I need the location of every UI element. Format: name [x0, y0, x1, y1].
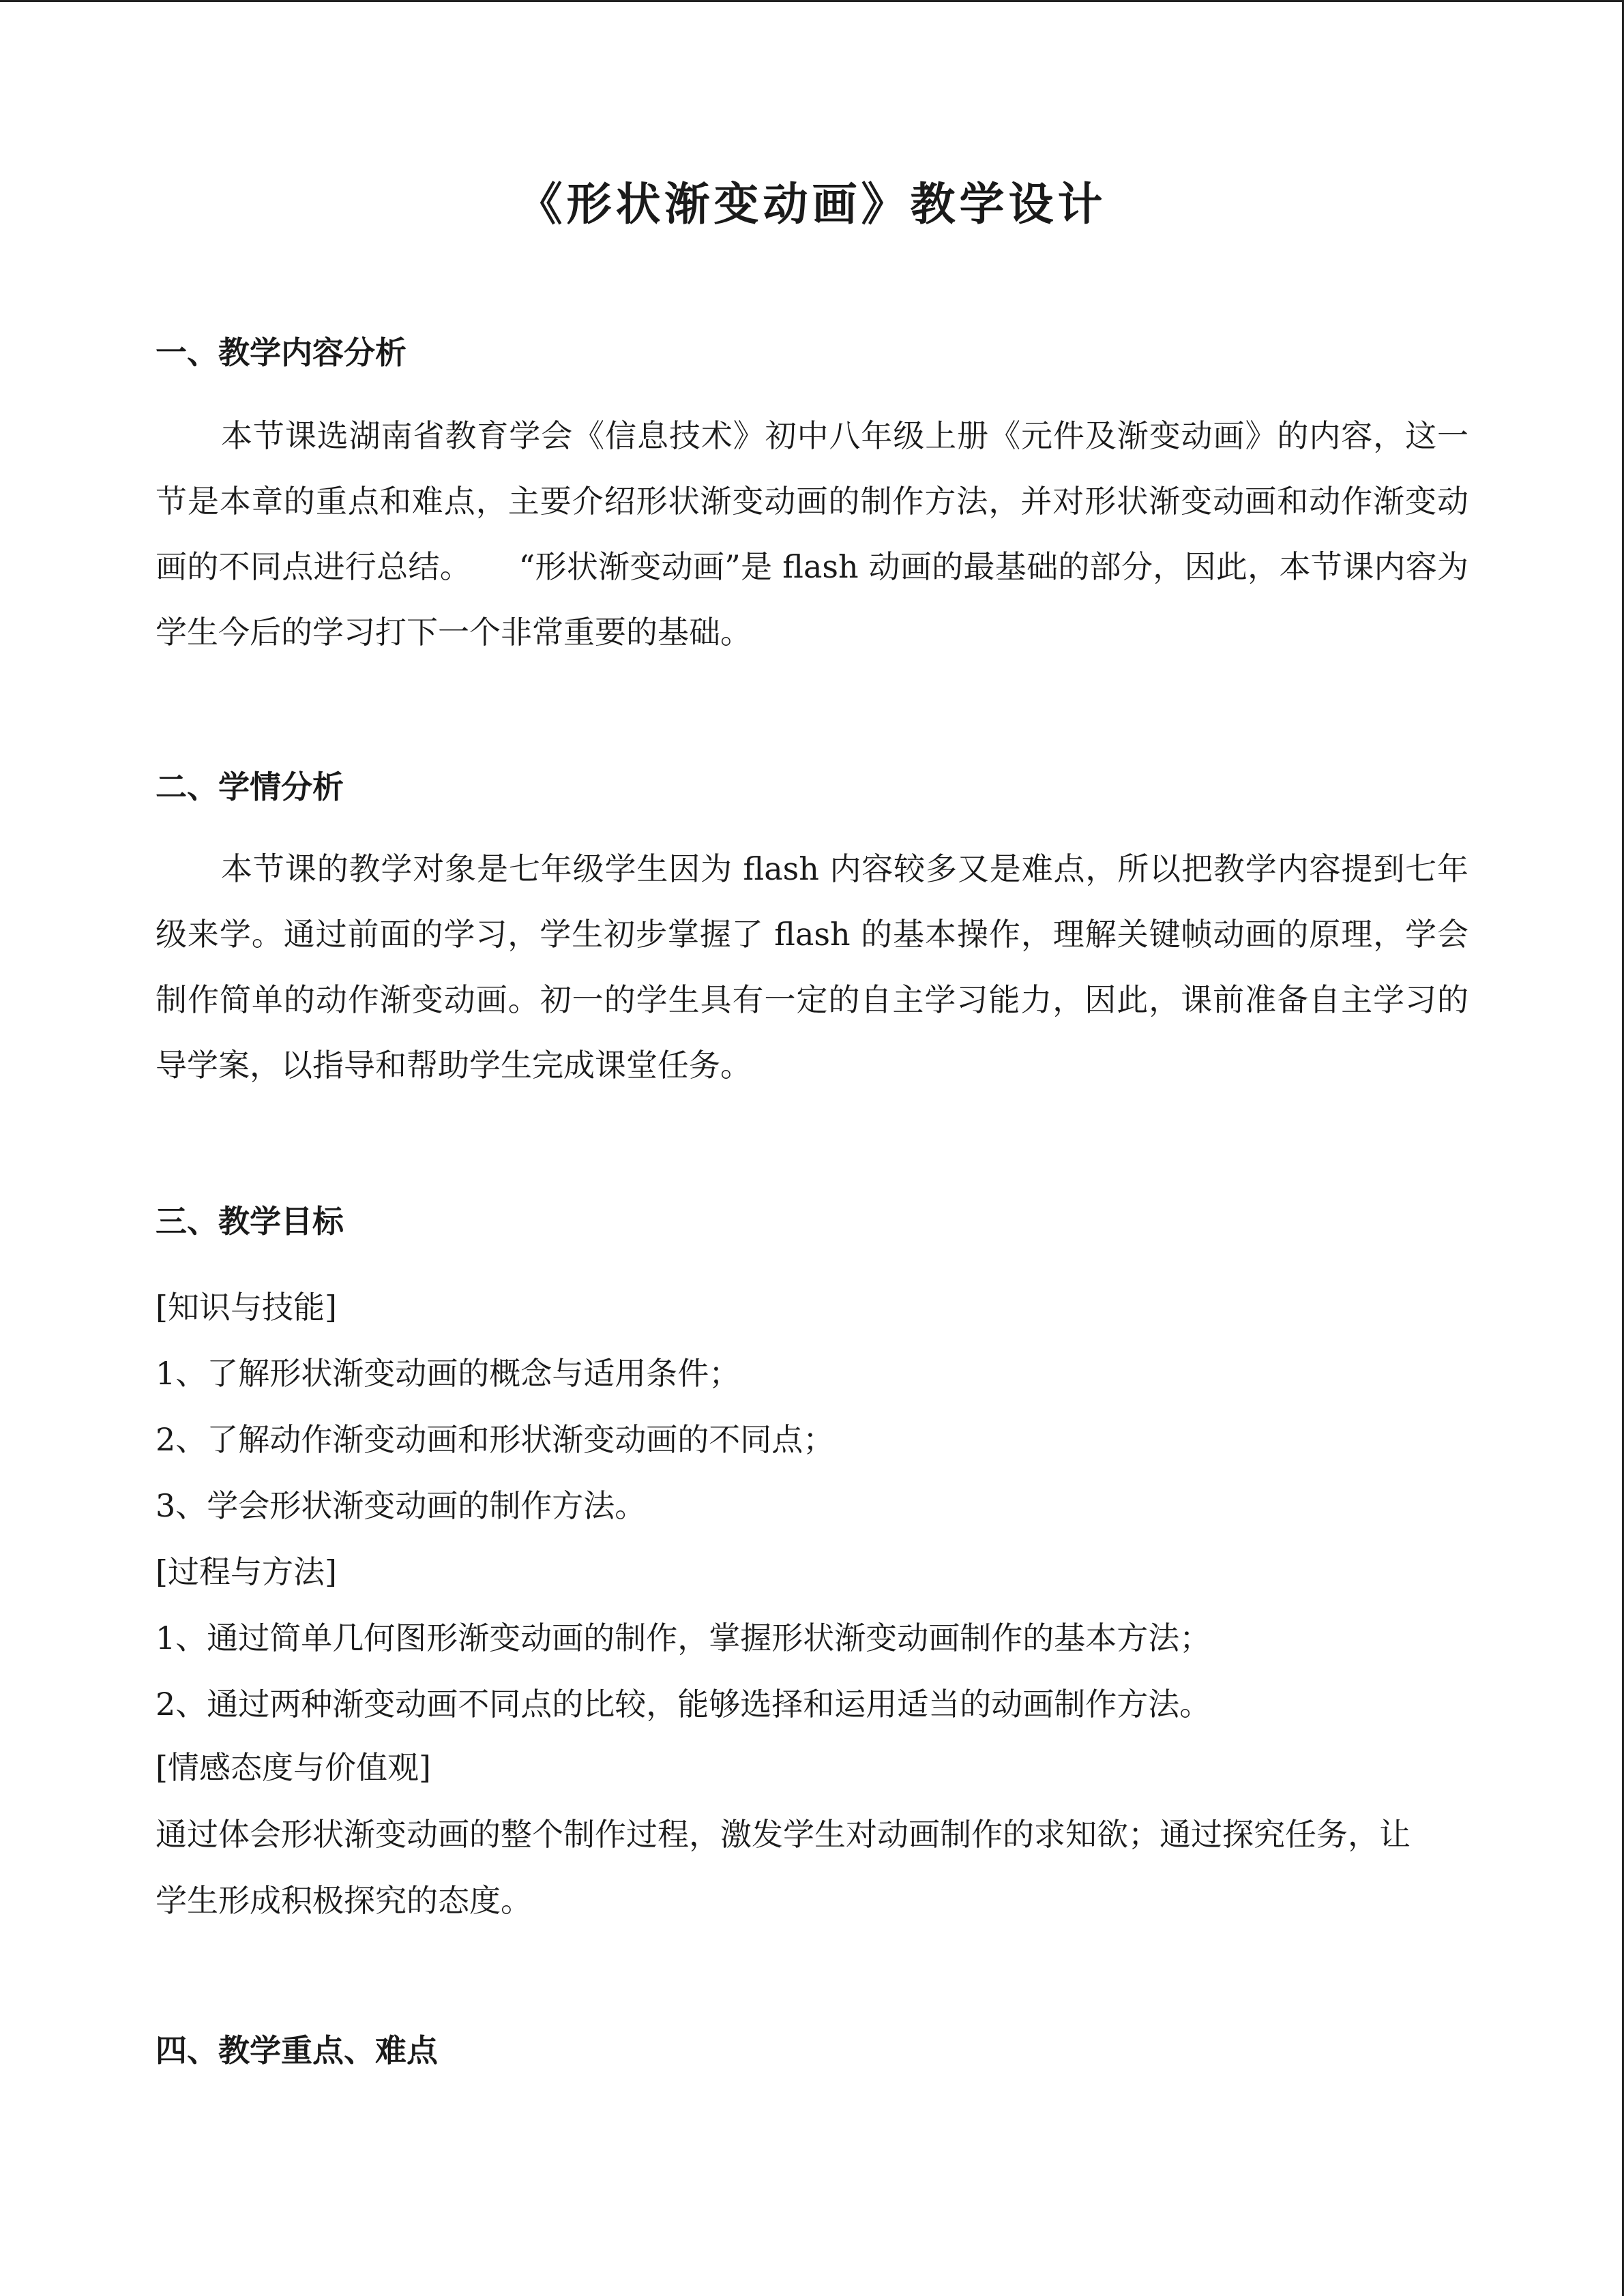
goals-line: 通过体会形状渐变动画的整个制作过程，激发学生对动画制作的求知欲；通过探究任务，让: [156, 1816, 1411, 1853]
goals-line: [过程与方法]: [156, 1553, 337, 1590]
goals-line: 3、学会形状渐变动画的制作方法。: [156, 1487, 647, 1524]
section-heading-content-analysis: 一、教学内容分析: [156, 334, 407, 371]
section-heading-key-points: 四、教学重点、难点: [156, 2032, 438, 2069]
goals-line: 2、通过两种渐变动画不同点的比较，能够选择和运用适当的动画制作方法。: [156, 1686, 1211, 1723]
goals-line: 学生形成积极探究的态度。: [156, 1882, 532, 1919]
section-paragraph-content-analysis: 本节课选湖南省教育学会《信息技术》初中八年级上册《元件及渐变动画》的内容，这一节是本章的重点和难点，主要介绍形状渐变动画的制作方法，并对形状渐变动画和动作渐变动画的不同点进行总结。 “形状渐变动画”是 flash 动画的最基础的部分，因此，本节课内容为学生今后的学习打下一个非常重要的基础。: [156, 417, 1468, 651]
goals-line: [情感态度与价值观]: [156, 1749, 431, 1786]
goals-line: [知识与技能]: [156, 1289, 337, 1326]
goals-line: 2、了解动作渐变动画和形状渐变动画的不同点；: [156, 1421, 835, 1458]
goals-line: 1、通过简单几何图形渐变动画的制作，掌握形状渐变动画制作的基本方法；: [156, 1620, 1211, 1656]
document-title: 《形状渐变动画》教学设计: [517, 177, 1107, 230]
section-heading-teaching-goals: 三、教学目标: [156, 1203, 344, 1240]
section-paragraph-learner-analysis: 本节课的教学对象是七年级学生因为 flash 内容较多又是难点，所以把教学内容提到七年级来学。通过前面的学习，学生初步掌握了 flash 的基本操作，理解关键帧动画的原理，学会制作简单的动作渐变动画。初一的学生具有一定的自主学习能力，因此，课前准备自主学习的导学案，以指导和帮助学生完成课堂任务。: [156, 850, 1468, 1084]
section-heading-learner-analysis: 二、学情分析: [156, 769, 344, 805]
goals-line: 1、了解形状渐变动画的概念与适用条件；: [156, 1355, 741, 1392]
